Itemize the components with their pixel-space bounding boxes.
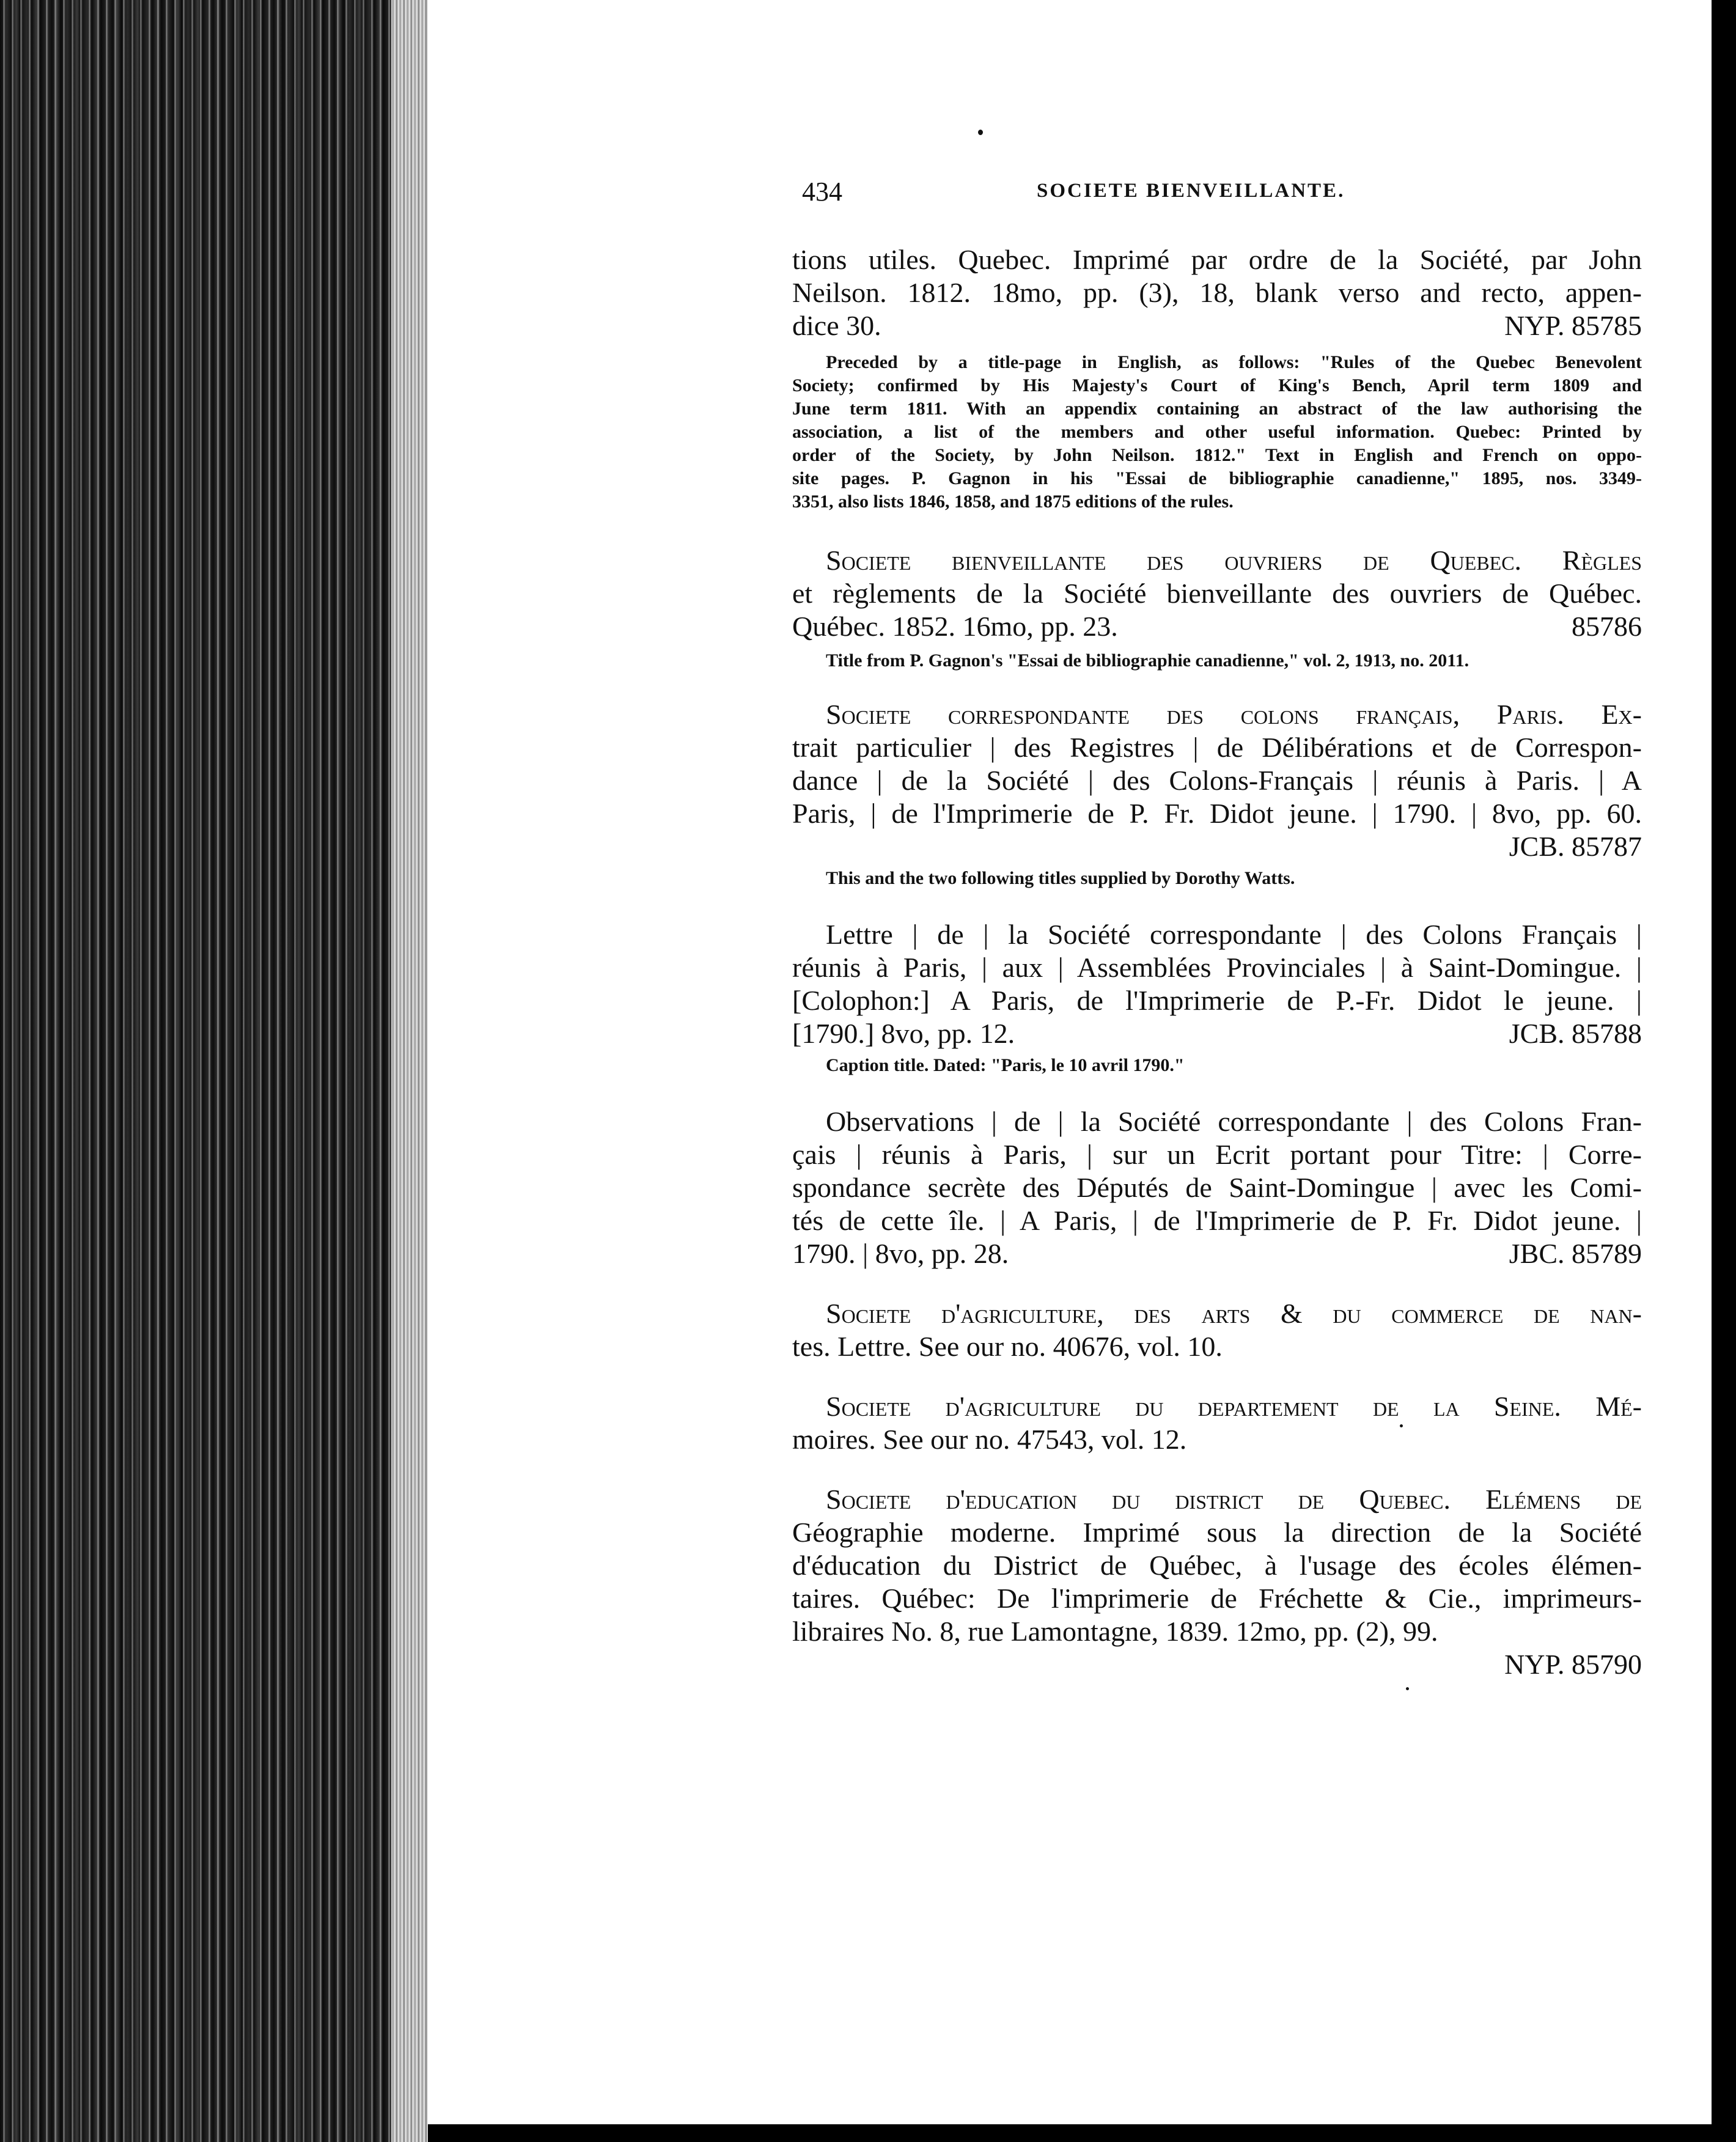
entry-line: tés de cette île. | A Paris, | de l'Imprimerie de P. Fr. Didot jeune. | (792, 1205, 1642, 1236)
catalog-entry (792, 1105, 1642, 1270)
entry-line: Lettre | de | la Société correspondante | des Colons Français | (826, 919, 1642, 950)
entry-note-line: site pages. P. Gagnon in his "Essai de bibliographie canadienne," 1895, nos. 3349- (792, 468, 1642, 488)
scan-border-right (1712, 0, 1736, 2142)
catalog-entry (792, 918, 1642, 1077)
entry-line: d'éducation du District de Québec, à l'usage des écoles élémen- (792, 1550, 1642, 1581)
entry-heading-line: Societe bienveillante des ouvriers de Quebec. Règles (826, 545, 1642, 576)
catalog-entry (792, 698, 1642, 890)
entry-heading-line: Societe d'agriculture, des arts & du commerce de nan- (826, 1298, 1642, 1329)
speck (1406, 1687, 1409, 1690)
running-title: SOCIETE BIENVEILLANTE. (1037, 180, 1345, 202)
catalog-entry (792, 1297, 1642, 1363)
entry-number: 85786 (1572, 611, 1642, 642)
book-gutter (0, 0, 428, 2142)
catalog-entry (792, 544, 1642, 672)
entry-heading-line: Societe d'agriculture du departement de la Seine. Mé- (826, 1391, 1642, 1422)
entry-line: dice 30. NYP. 85785 (792, 310, 1642, 341)
entry-note-line: order of the Society, by John Neilson. 1812." Text in English and French on oppo- (792, 445, 1642, 465)
entry-number: JCB. 85788 (1509, 1018, 1642, 1049)
entry-line: tes. Lettre. See our no. 40676, vol. 10. (792, 1331, 1223, 1362)
entry-line: Observations | de | la Société correspondante | des Colons Fran- (826, 1106, 1642, 1137)
catalog-entry (792, 243, 1642, 513)
entry-line: Géographie moderne. Imprimé sous la direction de la Société (792, 1517, 1642, 1548)
entry-number: NYP. 85785 (1504, 310, 1642, 341)
entry-note-line: Preceded by a title-page in English, as follows: "Rules of the Quebec Benevolent (826, 352, 1642, 372)
entry-line: Québec. 1852. 16mo, pp. 23. 85786 (792, 611, 1642, 642)
page-stack-edge (391, 0, 428, 2142)
entry-line: réunis à Paris, | aux | Assemblées Provinciales | à Saint-Domingue. | (792, 952, 1642, 983)
entry-line: Neilson. 1812. 18mo, pp. (3), 18, blank verso and recto, appen- (792, 277, 1642, 308)
speck (978, 130, 983, 135)
entry-line: dance | de la Société | des Colons-Français | réunis à Paris. | A (792, 765, 1642, 796)
catalog-entry (792, 1390, 1642, 1456)
entry-line: [Colophon:] A Paris, de l'Imprimerie de P.-Fr. Didot le jeune. | (792, 985, 1642, 1016)
entry-number: JBC. 85789 (1509, 1238, 1642, 1269)
entry-line: spondance secrète des Députés de Saint-Domingue | avec les Comi- (792, 1172, 1642, 1203)
entry-line: tions utiles. Quebec. Imprimé par ordre de la Société, par John (792, 244, 1642, 275)
entry-note-line: Caption title. Dated: "Paris, le 10 avril 1790." (826, 1055, 1185, 1075)
entry-line: çais | réunis à Paris, | sur un Ecrit portant pour Titre: | Corre- (792, 1139, 1642, 1170)
entry-line: [1790.] 8vo, pp. 12. JCB. 85788 (792, 1018, 1642, 1049)
catalog-entry (792, 1483, 1642, 1681)
entry-line: libraires No. 8, rue Lamontagne, 1839. 12mo, pp. (2), 99. (792, 1616, 1438, 1647)
entry-line: Paris, | de l'Imprimerie de P. Fr. Didot jeune. | 1790. | 8vo, pp. 60. (792, 798, 1642, 829)
entry-line: taires. Québec: De l'imprimerie de Fréchette & Cie., imprimeurs- (792, 1583, 1642, 1614)
entry-line: et règlements de la Société bienveillante des ouvriers de Québec. (792, 578, 1642, 609)
entry-number: JCB. 85787 (1509, 831, 1642, 862)
entry-note-line: Title from P. Gagnon's "Essai de bibliographie canadienne," vol. 2, 1913, no. 2011. (826, 650, 1469, 671)
entry-number: NYP. 85790 (1504, 1649, 1642, 1680)
scan-border-bottom (428, 2124, 1712, 2142)
entry-line: moires. See our no. 47543, vol. 12. (792, 1424, 1187, 1455)
entry-note-line: association, a list of the members and other useful information. Quebec: Printed by (792, 422, 1642, 442)
page-number: 434 (802, 177, 842, 207)
entry-heading-line: Societe d'education du district de Quebec. Elémens de (826, 1484, 1642, 1515)
entry-heading-line: Societe correspondante des colons français, Paris. Ex- (826, 699, 1642, 730)
running-header (792, 176, 1642, 213)
entry-line: trait particulier | des Registres | de Délibérations et de Correspon- (792, 732, 1642, 763)
entry-note-line: June term 1811. With an appendix containing an abstract of the law authorising the (792, 399, 1642, 419)
entry-note-line: Society; confirmed by His Majesty's Court of King's Bench, April term 1809 and (792, 375, 1642, 396)
entry-note-line: This and the two following titles supplied by Dorothy Watts. (826, 868, 1295, 888)
entry-line: 1790. | 8vo, pp. 28. JBC. 85789 (792, 1238, 1642, 1269)
entry-note-line: 3351, also lists 1846, 1858, and 1875 editions of the rules. (792, 491, 1234, 512)
